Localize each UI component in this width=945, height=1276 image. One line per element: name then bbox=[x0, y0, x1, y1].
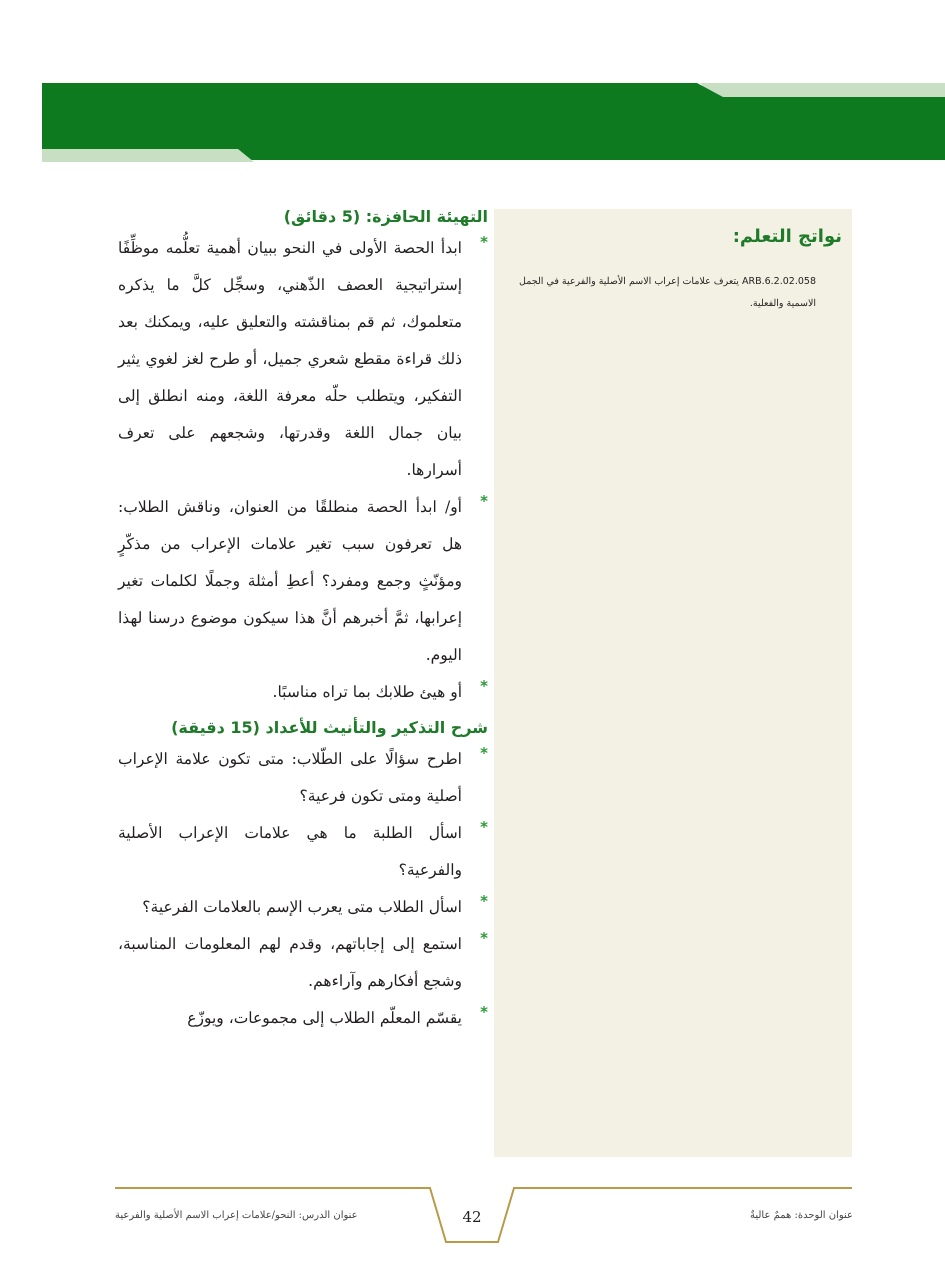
list-item bbox=[118, 674, 488, 711]
list-item bbox=[118, 926, 488, 1000]
banner-strip-bottom bbox=[42, 149, 254, 162]
outcomes-description bbox=[516, 271, 816, 315]
page-number: 42 bbox=[462, 1208, 482, 1226]
star-bullet-icon: * bbox=[480, 744, 488, 762]
star-bullet-icon: * bbox=[480, 492, 488, 510]
list-item-text: اسأل الطلاب متى يعرب الإسم بالعلامات الفرعية؟ bbox=[142, 898, 462, 916]
list-item bbox=[118, 815, 488, 889]
outcome-code: ARB.6.2.02.058 bbox=[741, 276, 816, 287]
star-bullet-icon: * bbox=[480, 818, 488, 836]
list-item bbox=[118, 889, 488, 926]
star-bullet-icon: * bbox=[480, 929, 488, 947]
learning-outcomes-panel bbox=[494, 209, 852, 1157]
star-bullet-icon: * bbox=[480, 233, 488, 251]
explanation-list bbox=[118, 741, 488, 1037]
list-item bbox=[118, 230, 488, 489]
star-bullet-icon: * bbox=[480, 892, 488, 910]
section-title-warmup: التهيئة الحافزة: (5 دقائق) bbox=[283, 207, 488, 226]
lesson-content bbox=[118, 204, 488, 1037]
list-item bbox=[118, 1000, 488, 1037]
list-item-text: اسأل الطلبة ما هي علامات الإعراب الأصلية والفرعية؟ bbox=[118, 824, 462, 879]
list-item-text: استمع إلى إجاباتهم، وقدم لهم المعلومات المناسبة، وشجع أفكارهم وآراءهم. bbox=[118, 935, 462, 990]
list-item bbox=[118, 741, 488, 815]
list-item-text: اطرح سؤالًا على الطّلاب: متى تكون علامة الإعراب أصلية ومتى تكون فرعية؟ bbox=[118, 750, 462, 805]
page-footer bbox=[0, 1180, 945, 1260]
unit-title: عنوان الوحدة: هممٌ عاليةٌ bbox=[750, 1210, 853, 1221]
list-item bbox=[118, 489, 488, 674]
header-banner bbox=[0, 0, 945, 170]
star-bullet-icon: * bbox=[480, 1003, 488, 1021]
outcomes-title: نواتج التعلم: bbox=[732, 226, 842, 247]
list-item-text: أو هيئ طلابك بما تراه مناسبًا. bbox=[272, 683, 462, 701]
star-bullet-icon: * bbox=[480, 677, 488, 695]
outcome-text: يتعرف علامات إعراب الاسم الأصلية والفرعية في الجمل الاسمية والفعلية. bbox=[519, 276, 816, 309]
banner-shapes bbox=[0, 0, 945, 170]
list-item-text: ابدأ الحصة الأولى في النحو ببيان أهمية تعلُّمه موظِّفًا إستراتيجية العصف الذّهني، وسجِّل كلَّ ما يذكره متعلموك، ثم قم بمناقشته والتعليق عليه، ويمكنك بعد ذلك قراءة مقطع شعري جميل، أو طرح لغز لغوي يثير التفكير، ويتطلب حلّه معرفة اللغة، ومنه انطلق إلى بيان جمال اللغة وقدرتها، وشجعهم على تعرف أسرارها. bbox=[118, 239, 462, 479]
warmup-list bbox=[118, 230, 488, 711]
lesson-title: عنوان الدرس: النحو/علامات إعراب الاسم الأصلية والفرعية bbox=[115, 1210, 358, 1221]
list-item-text: أو/ ابدأ الحصة منطلقًا من العنوان، وناقش الطلاب: هل تعرفون سبب تغير علامات الإعراب من مذكّرٍ ومؤنّثٍ وجمع ومفرد؟ أعطِ أمثلة وجملًا لكلمات تغير إعرابها، ثمَّ أخبرهم أنَّ هذا سيكون موضوع درسنا لهذا اليوم. bbox=[118, 498, 462, 664]
list-item-text: يقسّم المعلّم الطلاب إلى مجموعات، ويوزّع bbox=[187, 1009, 462, 1027]
section-title-explanation: شرح التذكير والتأنيث للأعداد (15 دقيقة) bbox=[171, 718, 488, 737]
